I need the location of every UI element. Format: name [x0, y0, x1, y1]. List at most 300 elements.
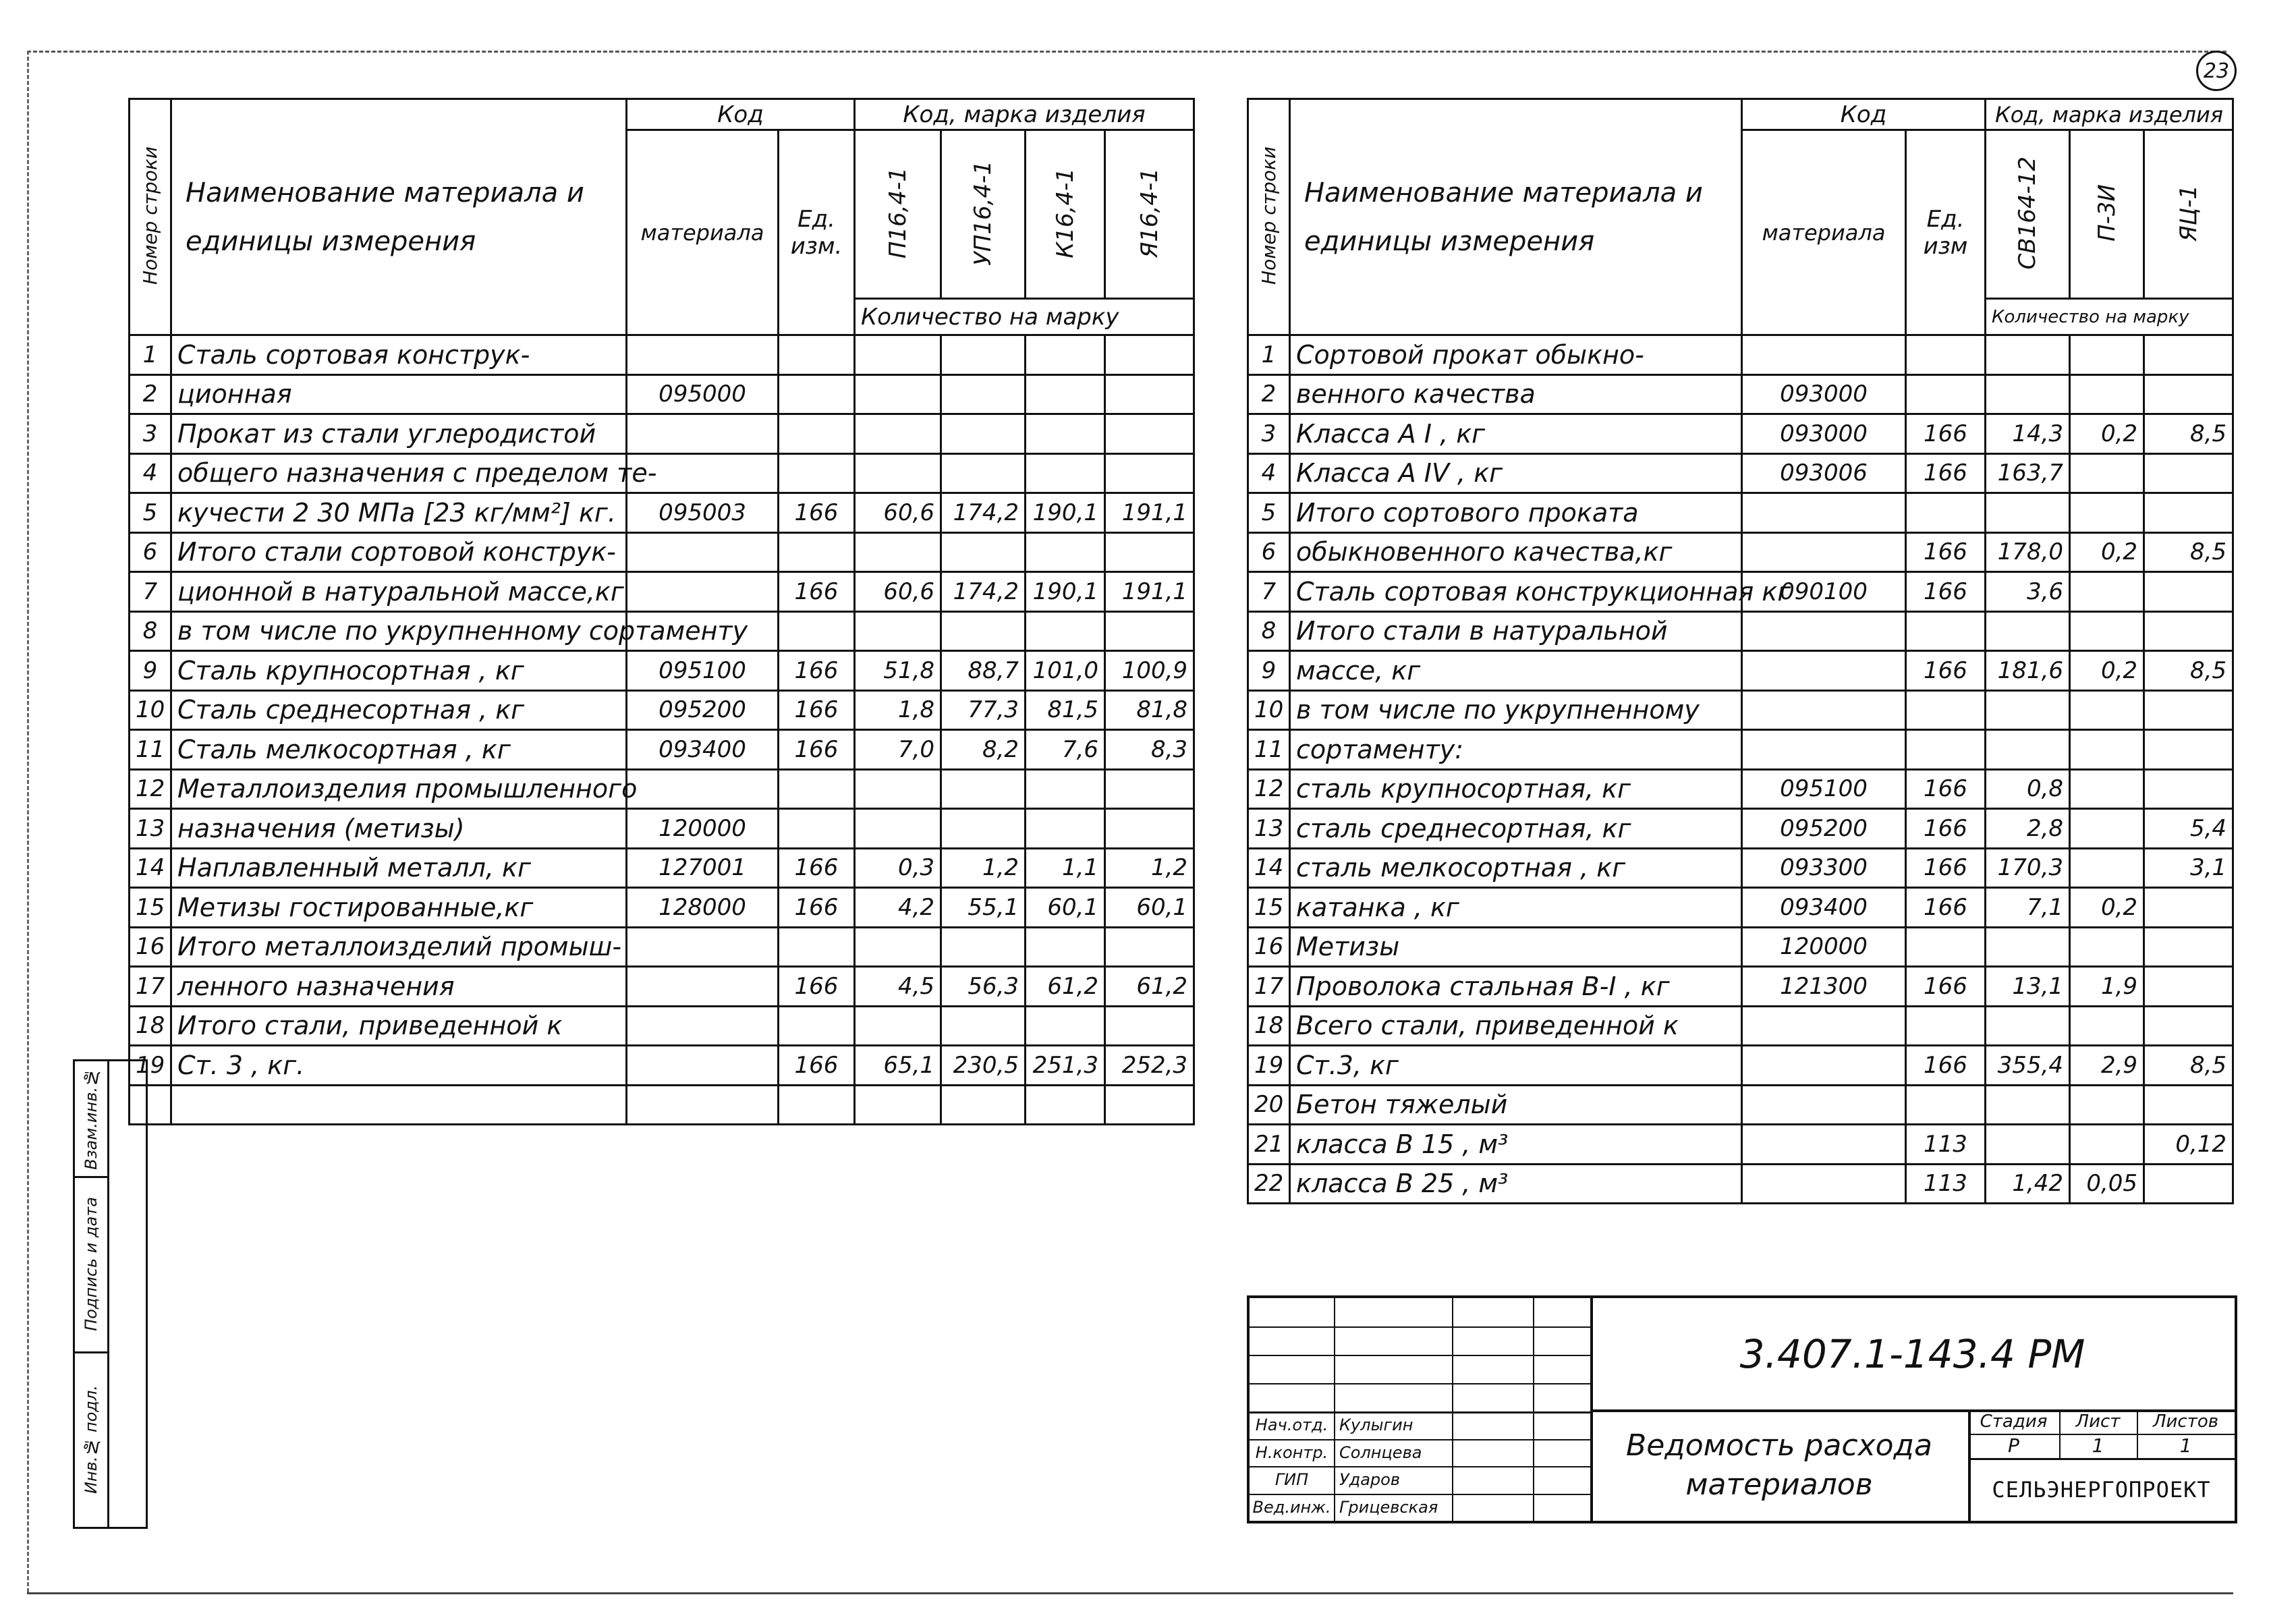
quantity-value — [941, 414, 1026, 454]
quantity-value — [1026, 611, 1105, 651]
quantity-value — [2144, 1006, 2233, 1046]
table-row — [130, 572, 1194, 612]
material-code: 093400 — [1742, 888, 1906, 928]
material-name: общего назначения с пределом те- — [171, 453, 627, 493]
table-row — [130, 730, 1194, 770]
sheet-label: Лист — [2075, 1411, 2121, 1432]
quantity-value: 77,3 — [941, 690, 1026, 730]
quantity-value: 355,4 — [1986, 1046, 2070, 1086]
left-hdr-quantity: Количество на марку — [855, 299, 1194, 335]
quantity-value — [1105, 927, 1194, 967]
quantity-value — [855, 374, 941, 414]
row-number: 22 — [1248, 1164, 1290, 1204]
quantity-value — [2070, 730, 2144, 770]
right-hdr-name: Наименование материала и единицы измерения — [1290, 99, 1742, 335]
unit-code: 166 — [1906, 414, 1986, 454]
quantity-value: 55,1 — [941, 888, 1026, 928]
quantity-value: 60,1 — [1026, 888, 1105, 928]
table-row — [1248, 1085, 2233, 1125]
quantity-value — [1105, 809, 1194, 849]
material-code: 093400 — [627, 730, 779, 770]
row-number: 9 — [1248, 651, 1290, 691]
right-hdr-mark-2: П-3И — [2070, 130, 2144, 299]
quantity-value — [941, 611, 1026, 651]
material-name: в том числе по укрупненному — [1290, 690, 1742, 730]
material-name: класса В 25 , м³ — [1290, 1164, 1742, 1204]
quantity-value — [1986, 611, 2070, 651]
unit-code — [1906, 374, 1986, 414]
material-code: 095000 — [627, 374, 779, 414]
left-hdr-mark-2: УП16,4-1 — [941, 130, 1026, 299]
material-name: Сталь сортовая конструкционная кг — [1290, 572, 1742, 612]
staff-row — [1250, 1411, 1590, 1440]
quantity-value — [2144, 611, 2233, 651]
quantity-value: 8,5 — [2144, 651, 2233, 691]
material-name: массе, кг — [1290, 651, 1742, 691]
left-hdr-code: Код — [627, 99, 855, 130]
row-number: 1 — [1248, 335, 1290, 375]
left-materials-table — [128, 98, 1195, 1125]
quantity-value — [2144, 374, 2233, 414]
quantity-value — [2144, 690, 2233, 730]
quantity-value — [855, 769, 941, 809]
right-hdr-mark-1: СВ164-12 — [1986, 130, 2070, 299]
sheet-frame-top — [27, 51, 2226, 53]
doc-title-line2: материалов — [1685, 1467, 1873, 1502]
table-row — [1248, 1125, 2233, 1165]
row-number: 11 — [130, 730, 171, 770]
material-code: 093006 — [1742, 453, 1906, 493]
quantity-value — [855, 611, 941, 651]
unit-code: 166 — [1906, 967, 1986, 1007]
table-row — [1248, 1164, 2233, 1204]
material-code — [1742, 690, 1906, 730]
material-name: Прокат из стали углеродистой — [171, 414, 627, 454]
quantity-value: 1,2 — [1105, 848, 1194, 888]
table-row — [1248, 769, 2233, 809]
stage-value: Р — [2008, 1434, 2019, 1457]
material-name: Бетон тяжелый — [1290, 1085, 1742, 1125]
quantity-value — [1986, 927, 2070, 967]
row-number: 11 — [1248, 730, 1290, 770]
quantity-value — [2070, 611, 2144, 651]
material-code — [1742, 730, 1906, 770]
quantity-value — [1105, 1085, 1194, 1125]
material-code — [627, 335, 779, 375]
material-code: 095003 — [627, 493, 779, 533]
unit-code: 166 — [779, 848, 855, 888]
quantity-value: 65,1 — [855, 1046, 941, 1086]
unit-code — [1906, 730, 1986, 770]
quantity-value — [1026, 532, 1105, 572]
material-code: 093000 — [1742, 414, 1906, 454]
quantity-value — [1986, 1125, 2070, 1165]
right-hdr-quantity: Количество на марку — [1986, 299, 2233, 335]
row-number: 17 — [1248, 967, 1290, 1007]
unit-code: 166 — [1906, 572, 1986, 612]
quantity-value: 7,6 — [1026, 730, 1105, 770]
quantity-value — [1986, 690, 2070, 730]
unit-code — [779, 611, 855, 651]
quantity-value — [2144, 572, 2233, 612]
unit-code: 166 — [1906, 769, 1986, 809]
material-code — [1742, 651, 1906, 691]
material-code — [1742, 1006, 1906, 1046]
unit-code: 166 — [779, 690, 855, 730]
material-name: Ст. 3 , кг. — [171, 1046, 627, 1086]
material-code — [1742, 1046, 1906, 1086]
material-code — [627, 1046, 779, 1086]
unit-code: 166 — [1906, 888, 1986, 928]
quantity-value — [2070, 453, 2144, 493]
quantity-value: 2,8 — [1986, 809, 2070, 849]
unit-code — [779, 1085, 855, 1125]
table-row — [1248, 1006, 2233, 1046]
left-hdr-mark-4: Я16,4-1 — [1105, 130, 1194, 299]
row-number: 18 — [1248, 1006, 1290, 1046]
material-code — [627, 572, 779, 612]
quantity-value: 101,0 — [1026, 651, 1105, 691]
staff-name: Кулыгин — [1339, 1416, 1413, 1434]
material-name: сталь мелкосортная , кг — [1290, 848, 1742, 888]
material-code — [627, 1085, 779, 1125]
quantity-value — [1986, 335, 2070, 375]
table-row — [130, 967, 1194, 1007]
quantity-value: 178,0 — [1986, 532, 2070, 572]
table-row — [1248, 414, 2233, 454]
row-number: 2 — [1248, 374, 1290, 414]
staff-row — [1250, 1466, 1590, 1495]
quantity-value: 1,8 — [855, 690, 941, 730]
staff-name: Грицевская — [1339, 1497, 1438, 1517]
table-row — [1248, 730, 2233, 770]
staff-role: ГИП — [1274, 1470, 1309, 1489]
material-code: 127001 — [627, 848, 779, 888]
material-name: сталь крупносортная, кг — [1290, 769, 1742, 809]
left-hdr-rownum: Номер строки — [130, 99, 171, 335]
quantity-value — [2070, 769, 2144, 809]
quantity-value: 0,2 — [2070, 414, 2144, 454]
unit-code: 166 — [779, 651, 855, 691]
quantity-value: 81,8 — [1105, 690, 1194, 730]
quantity-value — [1986, 730, 2070, 770]
quantity-value — [1026, 1085, 1105, 1125]
quantity-value — [1026, 335, 1105, 375]
row-number: 13 — [130, 809, 171, 849]
quantity-value: 191,1 — [1105, 493, 1194, 533]
table-row — [1248, 453, 2233, 493]
quantity-value — [1105, 453, 1194, 493]
material-name: Итого металлоизделий промыш- — [171, 927, 627, 967]
left-hdr-mark-1: П16,4-1 — [855, 130, 941, 299]
table-row — [130, 809, 1194, 849]
material-name: Итого стали в натуральной — [1290, 611, 1742, 651]
quantity-value — [2144, 1085, 2233, 1125]
quantity-value — [1026, 927, 1105, 967]
material-name — [171, 1085, 627, 1125]
right-hdr-mark-3: ЯЦ-1 — [2144, 130, 2233, 299]
material-code — [627, 927, 779, 967]
unit-code — [1906, 1085, 1986, 1125]
quantity-value — [855, 809, 941, 849]
material-code: 120000 — [1742, 927, 1906, 967]
quantity-value — [941, 927, 1026, 967]
quantity-value: 60,6 — [855, 572, 941, 612]
side-stamp — [73, 1059, 148, 1529]
material-code: 121300 — [1742, 967, 1906, 1007]
table-row — [1248, 651, 2233, 691]
quantity-value — [1105, 532, 1194, 572]
table-row — [1248, 532, 2233, 572]
unit-code — [1906, 611, 1986, 651]
table-row — [1248, 1046, 2233, 1086]
quantity-value — [2144, 335, 2233, 375]
quantity-value: 190,1 — [1026, 493, 1105, 533]
staff-name: Солнцева — [1339, 1443, 1422, 1462]
table-row — [1248, 888, 2233, 928]
quantity-value — [2070, 572, 2144, 612]
table-row — [1248, 848, 2233, 888]
table-row — [130, 453, 1194, 493]
table-row — [130, 414, 1194, 454]
quantity-value: 51,8 — [855, 651, 941, 691]
row-number: 8 — [1248, 611, 1290, 651]
left-hdr-mark-3: К16,4-1 — [1026, 130, 1105, 299]
quantity-value: 1,9 — [2070, 967, 2144, 1007]
quantity-value — [2070, 809, 2144, 849]
table-row — [130, 651, 1194, 691]
row-number: 2 — [130, 374, 171, 414]
table-row — [130, 1006, 1194, 1046]
material-name: Сталь среднесортная , кг — [171, 690, 627, 730]
table-row — [130, 335, 1194, 375]
quantity-value — [2070, 1085, 2144, 1125]
unit-code — [1906, 335, 1986, 375]
quantity-value — [941, 532, 1026, 572]
doc-code: 3.407.1-143.4 РМ — [1590, 1298, 2235, 1412]
staff-role: Нач.отд. — [1255, 1416, 1328, 1434]
row-number: 4 — [130, 453, 171, 493]
material-code — [1742, 1164, 1906, 1204]
material-name: Наплавленный металл, кг — [171, 848, 627, 888]
material-name: Класса А IV , кг — [1290, 453, 1742, 493]
row-number: 10 — [130, 690, 171, 730]
row-number: 12 — [130, 769, 171, 809]
quantity-value: 60,6 — [855, 493, 941, 533]
quantity-value: 190,1 — [1026, 572, 1105, 612]
doc-title-line1: Ведомость расхода — [1626, 1428, 1932, 1463]
row-number: 9 — [130, 651, 171, 691]
sheets-value: 1 — [2179, 1434, 2192, 1457]
row-number: 1 — [130, 335, 171, 375]
table-row — [1248, 374, 2233, 414]
quantity-value — [2144, 967, 2233, 1007]
quantity-value — [2144, 927, 2233, 967]
unit-code — [779, 374, 855, 414]
quantity-value: 2,9 — [2070, 1046, 2144, 1086]
table-row — [1248, 335, 2233, 375]
quantity-value: 4,5 — [855, 967, 941, 1007]
right-hdr-code-material: материала — [1742, 130, 1906, 335]
quantity-value: 174,2 — [941, 572, 1026, 612]
unit-code: 166 — [779, 1046, 855, 1086]
quantity-value — [1986, 374, 2070, 414]
unit-code: 166 — [1906, 532, 1986, 572]
row-number: 21 — [1248, 1125, 1290, 1165]
unit-code — [1906, 1006, 1986, 1046]
quantity-value: 252,3 — [1105, 1046, 1194, 1086]
unit-code: 166 — [779, 493, 855, 533]
quantity-value: 230,5 — [941, 1046, 1026, 1086]
unit-code — [779, 414, 855, 454]
material-name: катанка , кг — [1290, 888, 1742, 928]
unit-code — [779, 532, 855, 572]
quantity-value — [1986, 1085, 2070, 1125]
material-code — [1742, 1085, 1906, 1125]
quantity-value: 191,1 — [1105, 572, 1194, 612]
material-name: Ст.3, кг — [1290, 1046, 1742, 1086]
left-hdr-mark: Код, марка изделия — [855, 99, 1194, 130]
quantity-value — [2070, 1125, 2144, 1165]
quantity-value — [2144, 769, 2233, 809]
staff-row — [1250, 1494, 1590, 1523]
quantity-value — [2070, 927, 2144, 967]
table-row — [130, 848, 1194, 888]
sheet-frame-bottom — [27, 1592, 2233, 1594]
table-row — [130, 769, 1194, 809]
material-name: Сортовой прокат обыкно- — [1290, 335, 1742, 375]
unit-code — [1906, 493, 1986, 533]
table-row — [1248, 927, 2233, 967]
material-name: Сталь крупносортная , кг — [171, 651, 627, 691]
material-code — [1742, 1125, 1906, 1165]
quantity-value — [941, 374, 1026, 414]
material-code — [1742, 611, 1906, 651]
left-hdr-name: Наименование материала и единицы измерения — [171, 99, 627, 335]
row-number: 13 — [1248, 809, 1290, 849]
table-row — [130, 690, 1194, 730]
quantity-value: 60,1 — [1105, 888, 1194, 928]
quantity-value: 61,2 — [1105, 967, 1194, 1007]
material-name: венного качества — [1290, 374, 1742, 414]
row-number: 6 — [1248, 532, 1290, 572]
material-name: в том числе по укрупненному сортаменту — [171, 611, 627, 651]
right-hdr-mark: Код, марка изделия — [1986, 99, 2233, 130]
row-number: 16 — [130, 927, 171, 967]
row-number: 3 — [1248, 414, 1290, 454]
quantity-value — [855, 1006, 941, 1046]
row-number: 14 — [130, 848, 171, 888]
unit-code — [779, 1006, 855, 1046]
material-name: Итого стали сортовой конструк- — [171, 532, 627, 572]
quantity-value: 0,05 — [2070, 1164, 2144, 1204]
quantity-value: 56,3 — [941, 967, 1026, 1007]
quantity-value: 88,7 — [941, 651, 1026, 691]
quantity-value — [855, 927, 941, 967]
row-number — [130, 1085, 171, 1125]
material-code — [1742, 493, 1906, 533]
material-code: 095100 — [627, 651, 779, 691]
quantity-value: 8,5 — [2144, 532, 2233, 572]
row-number: 7 — [130, 572, 171, 612]
quantity-value — [1105, 769, 1194, 809]
table-row — [130, 888, 1194, 928]
quantity-value — [1026, 453, 1105, 493]
material-name: Итого сортового проката — [1290, 493, 1742, 533]
quantity-value — [2070, 848, 2144, 888]
quantity-value — [941, 453, 1026, 493]
material-code: 095200 — [1742, 809, 1906, 849]
material-code: 095200 — [627, 690, 779, 730]
stage-label: Стадия — [1980, 1411, 2048, 1432]
quantity-value — [941, 1006, 1026, 1046]
unit-code: 166 — [1906, 453, 1986, 493]
organization: СЕЛЬЭНЕРГОПРОЕКТ — [1992, 1476, 2211, 1503]
unit-code: 166 — [1906, 848, 1986, 888]
row-number: 20 — [1248, 1085, 1290, 1125]
quantity-value: 0,8 — [1986, 769, 2070, 809]
quantity-value — [2144, 888, 2233, 928]
quantity-value: 0,2 — [2070, 888, 2144, 928]
quantity-value: 61,2 — [1026, 967, 1105, 1007]
quantity-value: 8,5 — [2144, 1046, 2233, 1086]
material-code: 120000 — [627, 809, 779, 849]
row-number: 12 — [1248, 769, 1290, 809]
material-name: класса В 15 , м³ — [1290, 1125, 1742, 1165]
row-number: 5 — [1248, 493, 1290, 533]
quantity-value: 0,2 — [2070, 651, 2144, 691]
quantity-value: 5,4 — [2144, 809, 2233, 849]
row-number: 4 — [1248, 453, 1290, 493]
row-number: 8 — [130, 611, 171, 651]
material-name: Метизы — [1290, 927, 1742, 967]
quantity-value — [2070, 690, 2144, 730]
staff-role: Н.контр. — [1255, 1443, 1328, 1462]
table-row — [130, 532, 1194, 572]
quantity-value: 8,3 — [1105, 730, 1194, 770]
quantity-value — [941, 769, 1026, 809]
row-number: 15 — [130, 888, 171, 928]
quantity-value — [941, 809, 1026, 849]
quantity-value: 100,9 — [1105, 651, 1194, 691]
quantity-value — [1105, 1006, 1194, 1046]
table-row — [1248, 690, 2233, 730]
right-hdr-rownum: Номер строки — [1248, 99, 1290, 335]
quantity-value: 7,0 — [855, 730, 941, 770]
material-code — [627, 967, 779, 1007]
material-name: Итого стали, приведенной к — [171, 1006, 627, 1046]
right-materials-table — [1247, 98, 2234, 1204]
material-name: Металлоизделия промышленного — [171, 769, 627, 809]
quantity-value — [1105, 611, 1194, 651]
quantity-value — [2070, 493, 2144, 533]
right-hdr-unit: Ед. изм — [1906, 130, 1986, 335]
unit-code: 113 — [1906, 1125, 1986, 1165]
quantity-value: 174,2 — [941, 493, 1026, 533]
quantity-value — [1105, 374, 1194, 414]
quantity-value — [2070, 1006, 2144, 1046]
material-name: сталь среднесортная, кг — [1290, 809, 1742, 849]
left-hdr-unit: Ед. изм. — [779, 130, 855, 335]
material-name: сортаменту: — [1290, 730, 1742, 770]
quantity-value — [1105, 414, 1194, 454]
material-name: назначения (метизы) — [171, 809, 627, 849]
row-number: 10 — [1248, 690, 1290, 730]
unit-code — [779, 769, 855, 809]
sheet-frame-left — [27, 51, 29, 1592]
quantity-value — [2070, 335, 2144, 375]
quantity-value: 251,3 — [1026, 1046, 1105, 1086]
